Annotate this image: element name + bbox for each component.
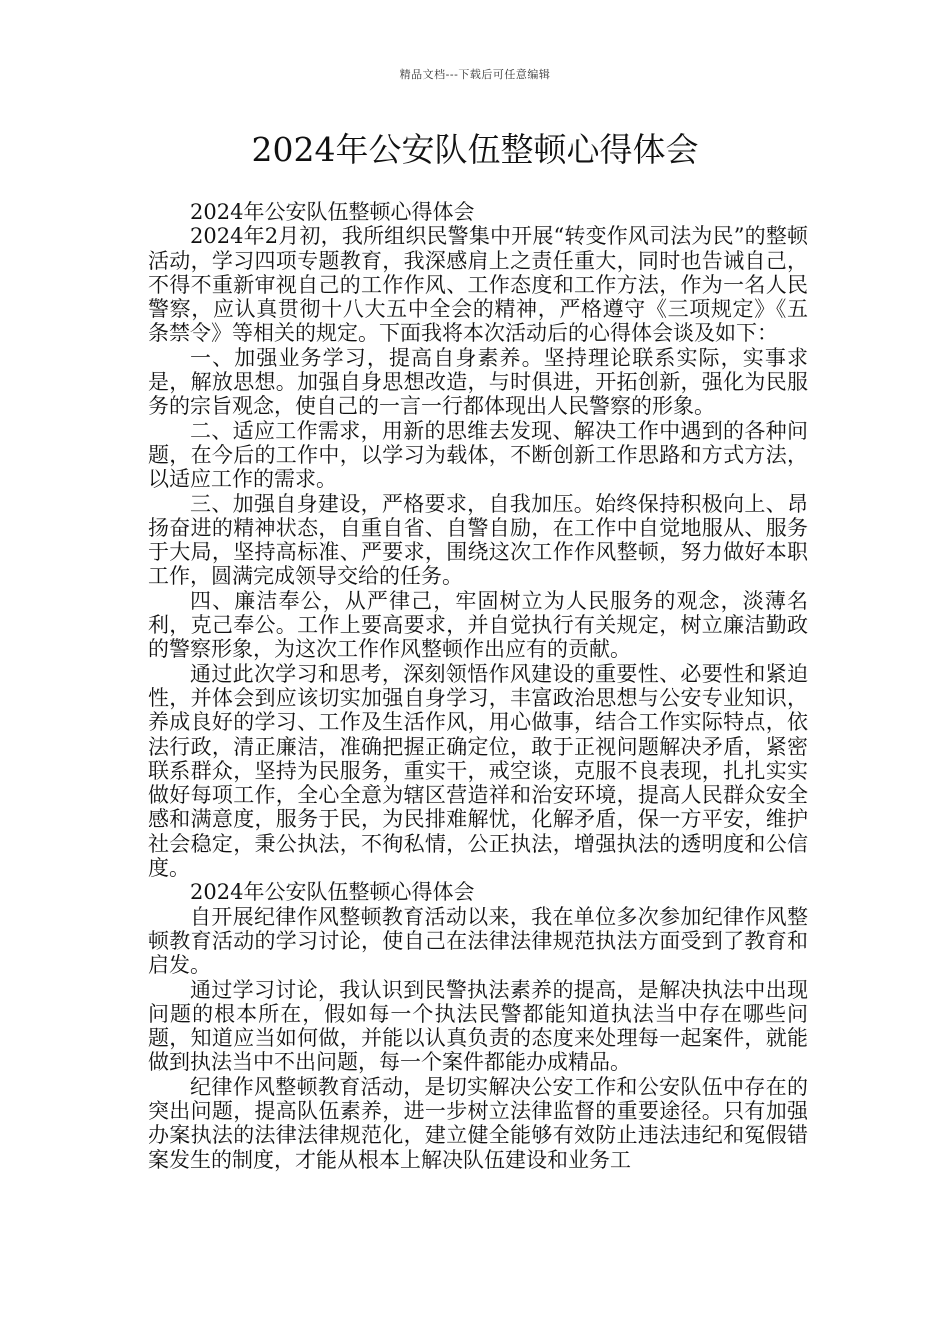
subtitle-paragraph: 2024年公安队伍整顿心得体会 <box>190 200 475 224</box>
discussion-paragraph: 通过学习讨论，我认识到民警执法素养的提高，是解决执法中出现问题的根本所在，假如每一个执法民警都能知道执法当中存在哪些问题，知道应当如何做，并能以认真负责的态度来处理每一起案件，就能做到执法当中不出问题，每一个案件都能办成精品。 <box>148 977 808 1075</box>
second-intro-paragraph: 自开展纪律作风整顿教育活动以来，我在单位多次参加纪律作风整顿教育活动的学习讨论，使自己在法律法律规范执法方面受到了教育和启发。 <box>148 904 808 978</box>
conclusion-paragraph: 通过此次学习和思考，深刻领悟作风建设的重要性、必要性和紧迫性，并体会到应该切实加强自身学习，丰富政治思想与公安专业知识，养成良好的学习、工作及生活作风，用心做事，结合工作实际特点，依法行政，清正廉洁，准确把握正确定位，敢于正视问题解决矛盾，紧密联系群众，坚持为民服务，重实干，戒空谈，克服不良表现，扎扎实实做好每项工作，全心全意为辖区营造祥和治安环境，提高人民群众安全感和满意度，服务于民，为民排难解忧，化解矛盾，保一方平安，维护社会稳定，秉公执法，不徇私情，公正执法，增强执法的透明度和公信度。 <box>148 661 808 881</box>
point-three-paragraph: 三、加强自身建设，严格要求，自我加压。始终保持积极向上、昂扬奋进的精神状态，自重自省、自警自励，在工作中自觉地服从、服务于大局，坚持高标准、严要求，围绕这次工作作风整顿，努力做好本职工作，圆满完成领导交给的任务。 <box>148 491 808 589</box>
point-four-paragraph: 四、廉洁奉公，从严律己，牢固树立为人民服务的观念，淡薄名利，克己奉公。工作上要高要求，并自觉执行有关规定，树立廉洁勤政的警察形象，为这次工作作风整顿作出应有的贡献。 <box>148 588 808 662</box>
document-body <box>148 200 808 1172</box>
header-note: 精品文档---下载后可任意编辑 <box>399 68 551 81</box>
point-two-paragraph: 二、适应工作需求，用新的思维去发现、解决工作中遇到的各种问题，在今后的工作中，以学习为载体，不断创新工作思路和方式方法，以适应工作的需求。 <box>148 418 808 492</box>
second-subtitle-paragraph: 2024年公安队伍整顿心得体会 <box>190 880 475 905</box>
document-title: 2024年公安队伍整顿心得体会 <box>251 130 699 169</box>
campaign-paragraph: 纪律作风整顿教育活动，是切实解决公安工作和公安队伍中存在的突出问题，提高队伍素养，进一步树立法律监督的重要途径。只有加强办案执法的法律法律规范化，建立健全能够有效防止违法违纪和冤假错案发生的制度，才能从根本上解决队伍建设和业务工 <box>148 1074 808 1172</box>
intro-paragraph: 2024年2月初，我所组织民警集中开展“转变作风司法为民”的整顿活动，学习四项专题教育，我深感肩上之责任重大，同时也告诫自己，不得不重新审视自己的工作作风、工作态度和工作方法，作为一名人民警察，应认真贯彻十八大五中全会的精神，严格遵守《三项规定》《五条禁令》等相关的规定。下面我将本次活动后的心得体会谈及如下： <box>148 224 808 346</box>
point-one-paragraph: 一、加强业务学习，提高自身素养。坚持理论联系实际，实事求是，解放思想。加强自身思想改造，与时俱进，开拓创新，强化为民服务的宗旨观念，使自己的一言一行都体现出人民警察的形象。 <box>148 345 808 419</box>
